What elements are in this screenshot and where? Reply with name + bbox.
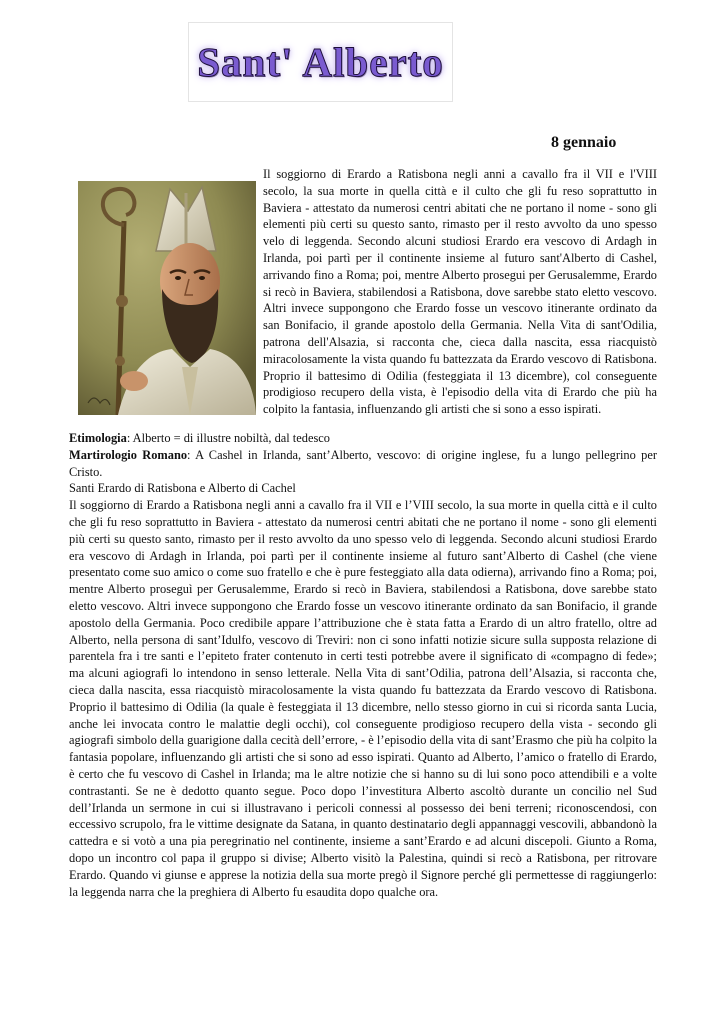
martyrology-label: Martirologio Romano — [69, 447, 188, 462]
martyrology-line — [69, 447, 657, 481]
main-paragraph: Il soggiorno di Erardo a Ratisbona negli anni a cavallo fra il VII e l’VIII secolo, la sua morte in quella città e il culto che gli fu reso soprattutto in Baviera - attestato da numerosi centri abitati che ne portano il nome - sono gli elementi più certi su questo santo, rimasto per il resto avvolto da uno spesso velo di leggenda. Secondo alcuni studiosi Erardo era vescovo di Ardagh in Irlanda, poi partì per il continente insieme al futuro sant’Alberto di Cashel (che viene presentato come suo amico o come suo fratello e che è pure festeggiato alla data odierna), arrivando fino a Roma; poi, mentre Alberto proseguì per Gerusalemme, Erardo si recò in Baviera, stabilendosi a Ratisbona, dove sarebbe stato eletto vescovo. Altri invece suppongono che Erardo fosse un vescovo itinerante ordinato da san Bonifacio, il grande apostolo della Germania. Poco credibile appare l’attribuzione che è stata fatta a Erardo di un altro fratello, oltre ad Alberto, nella persona di sant’Idulfo, vescovo di Treviri: non ci sono infatti notizie sicure sulla supposta relazione di parentela fra i tre santi e l’epiteto frater contenuto in certi testi potrebbe avere il significato di «compagno di fede»; ma alcuni agiografi lo intendono in senso letterale. Nella Vita di sant’Odilia, patrona dell’Alsazia, si racconta che, cieca dalla nascita, essa riacquistò miracolosamente la vista quando fu battezzata da Erardo vescovo di Ratisbona. Proprio il battesimo di Odilia (la quale è festeggiata il 13 dicembre, nello stesso giorno in cui si ricorda santa Lucia, anche lei invocata contro le malattie degli occhi), col conseguente prodigioso recupero della vista - secondo gli agiografi simbolo della guarigione dalla cecità dell’errore, - è l’episodio della vita di sant’Erasmo che più ha colpito la fantasia popolare, influenzando gli artisti che si sono ad esso ispirati. Quanto ad Alberto, l’amico o fratello di Erardo, è certo che fu vescovo di Cashel in Irlanda; ma le altre notizie che si hanno su di lui sono poco attendibili e a volte contrastanti. Se ne è dedotto quanto segue. Poco dopo l’investitura Alberto ascoltò durante un concilio nel Sud dell’Irlanda un sermone in cui si illustravano i pericoli connessi al possesso dei beni terreni; riconoscendosi, con eccessivo scrupolo, fra le vittime designate da Satana, in quanto destinatario degli appannaggi vescovili, abbandonò la cattedra e si votò a una pia peregrinatio nel continente, insieme a sant’Erardo e ad alcuni discepoli. Giunto a Roma, dopo un incontro col papa il gruppo si divise; Alberto visitò la Palestina, quindi si recò a Ratisbona, per ritrovare Erardo. Quando vi giunse e apprese la notizia della sua morte pregò il Signore perché gli permettesse di raggiungerlo: la leggenda narra che la preghiera di Alberto fu esaudita dopo qualche ora. — [69, 498, 657, 899]
section-subtitle: Santi Erardo di Ratisbona e Alberto di Cachel — [69, 481, 296, 496]
article-body — [69, 430, 657, 900]
etymology-text: : Alberto = di illustre nobiltà, dal tedesco — [126, 431, 330, 445]
title-banner — [188, 22, 453, 102]
etymology-line — [69, 430, 657, 447]
martyrology-text: : A Cashel in Irlanda, sant’Alberto, vescovo: di origine inglese, fu a lungo pellegrino per Cristo. — [69, 447, 657, 479]
page-title: Sant' Alberto — [197, 39, 444, 85]
intro-paragraph: Il soggiorno di Erardo a Ratisbona negli anni a cavallo fra il VII e l'VIII secolo, la sua morte in quella città e il culto che gli fu reso soprattutto in Baviera - attestato da numerosi centri abitati che ne portano il nome - sono gli elementi più certi su questo santo, rimasto per il resto avvolto da uno spesso velo di leggenda. Secondo alcuni studiosi Erardo era vescovo di Ardagh in Irlanda, poi partì per il continente insieme al futuro sant'Alberto di Cashel, arrivando fino a Roma; poi, mentre Alberto prosegui per Gerusalemme, Erardo si recò in Baviera, stabilendosi a Ratisbona, dove sarebbe stato eletto vescovo. Altri invece suppongono che Erardo fosse un vescovo itinerante ordinato da san Bonifacio, il grande apostolo della Germania. Nella Vita di sant'Odilia, patrona dell'Alsazia, si racconta che, cieca dalla nascita, essa riacquistò miracolosamente la vista quando fu battezzata da Erardo vescovo di Ratisbona. Proprio il battesimo di Odilia (festeggiata il 13 dicembre), col conseguente prodigioso recupero della vista, è l'episodio della vita di Erardo che più ha colpito la fantasia, influenzando gli artisti che si sono a esso ispirati. — [263, 167, 657, 417]
feast-date: 8 gennaio — [551, 134, 617, 151]
saint-portrait-image — [78, 181, 256, 415]
etymology-label: Etimologia — [69, 431, 127, 445]
